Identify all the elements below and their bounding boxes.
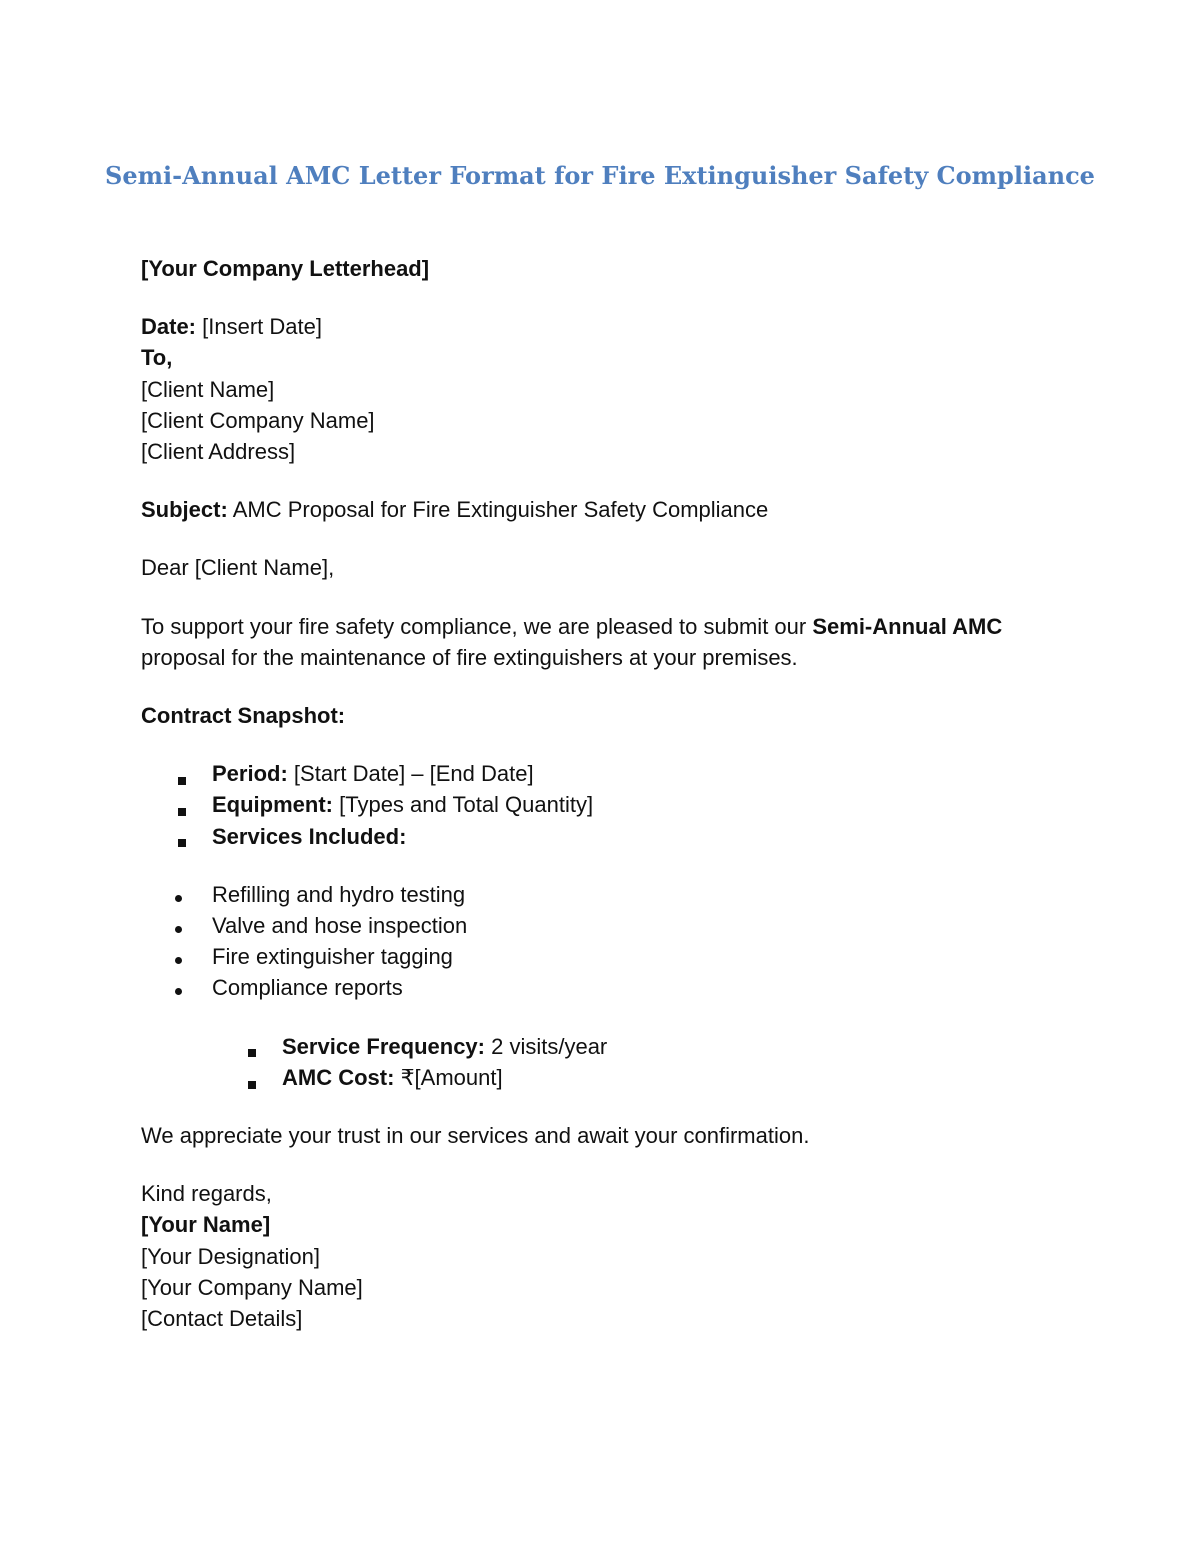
- contract-snapshot-heading: Contract Snapshot:: [141, 703, 346, 729]
- service-item-text: Refilling and hydro testing: [212, 881, 466, 907]
- snapshot-item-label: Services Included:: [212, 823, 407, 849]
- client-address: [Client Address]: [141, 439, 296, 465]
- snapshot-item-label: Equipment:: [212, 792, 333, 818]
- term-item-label: Service Frequency:: [282, 1033, 485, 1059]
- sender-company-name: [Your Company Name]: [141, 1274, 363, 1300]
- snapshot-item-value: [Start Date] – [End Date]: [293, 761, 534, 787]
- square-bullet-icon: [178, 789, 186, 820]
- sender-name: [Your Name]: [141, 1212, 271, 1238]
- term-item-value: ₹[Amount]: [400, 1064, 503, 1090]
- service-item: [141, 941, 1071, 972]
- letter-body: [141, 253, 1071, 1334]
- service-item: [141, 910, 1071, 941]
- sender-contact-details: [Contact Details]: [141, 1306, 303, 1332]
- term-item-label: AMC Cost:: [282, 1064, 395, 1090]
- document-title: Semi-Annual AMC Letter Format for Fire Extinguisher Safety Compliance: [105, 161, 1095, 190]
- service-item: [141, 879, 1071, 910]
- subject-value: AMC Proposal for Fire Extinguisher Safety Compliance: [232, 497, 769, 523]
- services-list: [141, 879, 1071, 1004]
- date-line: [141, 311, 1071, 342]
- service-item: [141, 972, 1071, 1003]
- date-value: [Insert Date]: [202, 314, 322, 340]
- square-bullet-icon: [248, 1062, 256, 1093]
- square-bullet-icon: [178, 758, 186, 789]
- snapshot-item-equipment: [141, 789, 1071, 820]
- intro-paragraph-line-2: proposal for the maintenance of fire extinguishers at your premises.: [141, 644, 798, 670]
- salutation: Dear [Client Name],: [141, 555, 335, 581]
- snapshot-item-period: [141, 758, 1071, 789]
- service-item-text: Valve and hose inspection: [212, 913, 468, 939]
- sender-designation: [Your Designation]: [141, 1243, 320, 1269]
- snapshot-list: [141, 758, 1071, 852]
- kind-regards: Kind regards,: [141, 1181, 272, 1207]
- round-bullet-icon: [175, 879, 182, 910]
- extra-terms-list: [141, 1031, 1071, 1093]
- letterhead-placeholder: [Your Company Letterhead]: [141, 256, 430, 281]
- intro-paragraph-line-1: [141, 611, 1071, 642]
- service-item-text: Fire extinguisher tagging: [212, 944, 453, 970]
- closing-line: We appreciate your trust in our services and await your confirmation.: [141, 1123, 810, 1149]
- subject-line: [141, 494, 1071, 525]
- round-bullet-icon: [175, 941, 182, 972]
- date-label: Date:: [141, 314, 197, 340]
- round-bullet-icon: [175, 910, 182, 941]
- square-bullet-icon: [248, 1031, 256, 1062]
- client-company-name: [Client Company Name]: [141, 407, 375, 433]
- intro-text-before: To support your fire safety compliance, we are pleased to submit our: [141, 613, 813, 639]
- client-name: [Client Name]: [141, 376, 275, 402]
- snapshot-item-value: [Types and Total Quantity]: [339, 792, 594, 818]
- to-label: To,: [141, 345, 173, 371]
- round-bullet-icon: [175, 972, 182, 1003]
- service-item-text: Compliance reports: [212, 975, 403, 1001]
- square-bullet-icon: [178, 821, 186, 852]
- term-item-service-frequency: [141, 1031, 1071, 1062]
- intro-text-bold: Semi-Annual AMC: [812, 613, 1003, 639]
- subject-label: Subject:: [141, 497, 228, 523]
- snapshot-item-services-included: [141, 821, 1071, 852]
- term-item-value: 2 visits/year: [491, 1033, 608, 1059]
- snapshot-item-label: Period:: [212, 761, 288, 787]
- term-item-amc-cost: [141, 1062, 1071, 1093]
